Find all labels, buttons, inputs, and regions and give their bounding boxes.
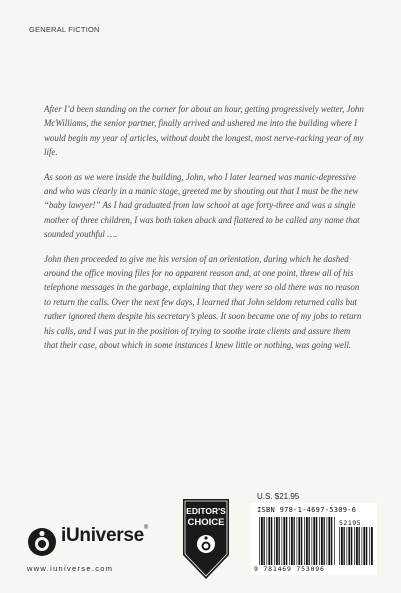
barcode-number: 9 781469 753096 — [254, 565, 325, 573]
addon-barcode-bars — [339, 527, 373, 565]
main-barcode-bars — [259, 517, 335, 565]
blurb-paragraph-3: John then proceeded to give me his version of an orientation, during which he dashed around the office moving files for no apparent reason and, at one point, threw all of his telephone messages in the garbage, explaining that they were so old there was no reason to return the calls. Over the next few days, I learned that John seldom returned calls but rather ignored them despite his secretary’s pleas. It soon became one of my jobs to return his calls, and I was put in the position of trying to soothe irate clients and assure them that their case, about which in some instances I knew little or nothing, was going well. — [44, 253, 362, 351]
publisher-name: iUniverse® — [61, 525, 148, 546]
badge-line-1: EDITOR'S — [186, 506, 226, 516]
editors-choice-badge — [177, 495, 235, 583]
isbn-text: ISBN 978-1-4697-5309-6 — [257, 506, 357, 514]
barcode-addon-number: 52195 — [339, 519, 362, 527]
isbn-barcode — [251, 503, 377, 575]
iuniverse-logo-icon — [27, 527, 57, 557]
blurb-paragraph-1: After I’d been standing on the corner for about an hour, getting progressively wetter, John McWilliams, the senior partner, finally arrived and ushered me into the building where I would begin my year of articles, without doubt the longest, most nerve-racking year of my life. — [44, 104, 364, 158]
badge-logo-icon — [197, 535, 215, 553]
badge-line-2: CHOICE — [187, 517, 225, 528]
genre-label: GENERAL FICTION — [29, 25, 100, 34]
back-cover-blurb — [44, 102, 366, 363]
blurb-paragraph-2: As soon as we were inside the building, John, who I later learned was manic-depressive and who was clearly in a manic stage, greeted me by shouting out that I must be the new “baby lawyer!” As I had graduated from law school at age forty-three and was a single mother of three children, I was both taken aback and flattered to be called any name that sounded youthful …. — [44, 171, 360, 240]
price-label: U.S. $21.95 — [257, 492, 300, 501]
publisher-logo — [27, 527, 167, 575]
publisher-url: www.iuniverse.com — [27, 564, 114, 573]
